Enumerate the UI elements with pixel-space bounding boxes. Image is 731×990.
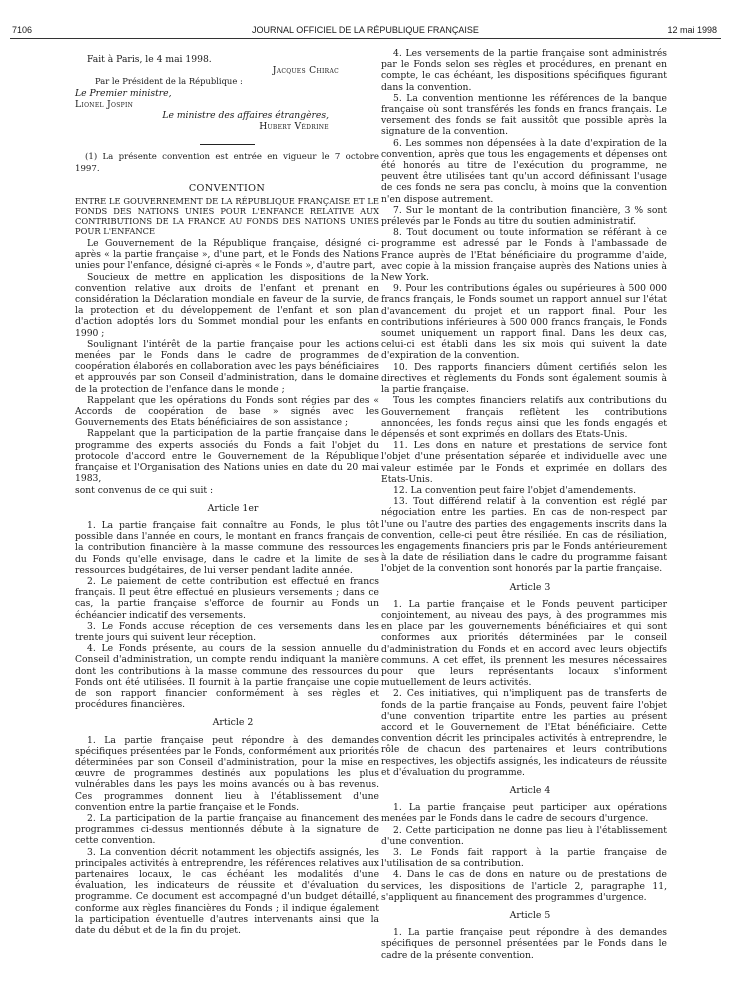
article-3-title: Article 3 bbox=[509, 581, 551, 593]
article-4-title: Article 4 bbox=[509, 785, 551, 796]
convention-intro: ENTRE LE GOUVERNEMENT DE LA RÉPUBLIQUE FRANÇAISE ET LE FONDS DES NATIONS UNIES POUR L'ENFANCE RELATIVE AUX CONTRIBUTIONS DE LA FRANCE AU FONDS DES NATIONS UNIES POUR L'ENFANCE bbox=[75, 196, 379, 237]
article-paragraph: 9. Pour les contributions égales ou supérieures à 500 000 francs français, le Fonds soumet un rapport annuel sur l'état d'avancement du projet et un rapport final. Pour les contributions inférieures à 500 000 francs français, le Fonds soumet uniquement un rapport final. Dans les deux cas, celui-ci est établi dans les six mois qui suivent la date d'expiration de la convention. bbox=[381, 283, 667, 362]
left-column bbox=[75, 48, 379, 936]
convention-title: CONVENTION bbox=[188, 182, 266, 194]
fa-name: Hubert Védrine bbox=[259, 121, 329, 133]
article-paragraph: 13. Tout différend relatif à la convention est réglé par négociation entre les parties. En cas de non-respect par l'une ou l'autre des parties des engagements inscrits dans la convention, celle-ci peut être résiliée. En cas de résiliation, les engagements financiers pris par le Fonds antérieurement à la date de résiliation dans le cadre du programme faisant l'objet de la convention sont honorés par la partie française. bbox=[381, 496, 667, 575]
article-paragraph: 11. Les dons en nature et prestations de service font l'objet d'une présentation séparée et individuelle avec une valeur estimée par le Fonds et exprimée en dollars des Etats-Unis. bbox=[381, 440, 667, 485]
article-paragraph: 3. La convention décrit notamment les objectifs assignés, les principales activités à entreprendre, les références relatives aux partenaires locaux, le cas échéant les modalités d'une évaluation, les indicateurs de réussite et d'évaluation du programme. Ce document est accompagné d'un budget détaillé, conforme aux règles financières du Fonds ; il indique également la participation éventuelle d'autres intervenants ainsi que la date du début et de la fin du projet. bbox=[75, 846, 379, 937]
article-5-title: Article 5 bbox=[509, 910, 551, 922]
article-paragraph: 12. La convention peut faire l'objet d'amendements. bbox=[393, 484, 637, 496]
agreed-line: sont convenus de ce qui suit : bbox=[75, 484, 214, 496]
preamble-paragraph: Soulignant l'intérêt de la partie française pour les actions menées par le Fonds dans le cadre de programmes de coopération élaborés en collaboration avec les pays bénéficiaires et approuvés par son Conseil d'administration, dans le domaine de la protection de l'enfance dans le monde ; bbox=[75, 338, 379, 395]
preamble-paragraph: Rappelant que les opérations du Fonds sont régies par des « Accords de coopération de base » signés avec les Gouvernements des Etats bénéficiaires de son assistance ; bbox=[75, 394, 379, 429]
article-paragraph: 4. Les versements de la partie française sont administrés par le Fonds selon ses règles et procédures, en prenant en compte, le cas échéant, les dispositions spécifiques figurant dans la convention. bbox=[381, 48, 667, 93]
article-paragraph: 3. Le Fonds fait rapport à la partie française de l'utilisation de sa contribution. bbox=[381, 847, 667, 870]
preamble-paragraph: Soucieux de mettre en application les dispositions de la convention relative aux droits de l'enfant et prenant en considération la Déclaration mondiale en faveur de la survie, de la protection et du développement de l'enfant et son plan d'action adoptés lors du Sommet mondial pour les enfants en 1990 ; bbox=[75, 271, 379, 339]
right-column bbox=[381, 48, 667, 961]
article-paragraph: 5. La convention mentionne les références de la banque française où sont transférés les fonds en francs français. Le versement des fonds se fait aussitôt que possible après la signature de la convention. bbox=[381, 92, 667, 138]
president-name: Jacques Chirac bbox=[272, 65, 339, 77]
issue-date: 12 mai 1998 bbox=[667, 25, 717, 35]
header-rule bbox=[10, 38, 721, 39]
article-paragraph: 1. La partie française et le Fonds peuvent participer conjointement, au niveau des pays, à des programmes mis en place par les gouvernements bénéficiaires et qui sont conformes aux priorités déterminées par le conseil d'administration du Fonds et en accord avec leurs objectifs communs. A cet effet, ils prennent les mesures nécessaires pour que leurs représentants locaux s'informent mutuellement de leurs activités. bbox=[381, 598, 667, 689]
article-paragraph: 2. Le paiement de cette contribution est effectué en francs français. Il peut être effectué en plusieurs versements ; dans ce cas, la partie française s'efforce de fournir au Fonds un échéancier indicatif des versements. bbox=[75, 575, 379, 621]
page-number: 7106 bbox=[12, 25, 33, 35]
article-paragraph: 2. Ces initiatives, qui n'impliquent pas de transferts de fonds de la partie française au Fonds, peuvent faire l'objet d'une convention tripartite entre les parties au présent accord et le Gouvernement de l'Etat bénéficiaire. Cette convention décrit les principales activités à entreprendre, le rôle de chacun des partenaires et leurs contributions respectives, les objectifs assignés, les indicateurs de réussite et d'évaluation du programme. bbox=[381, 688, 667, 778]
article-paragraph: 4. Dans le cas de dons en nature ou de prestations de services, les dispositions de l'article 2, paragraphe 11, s'appliquent au financement des programmes d'urgence. bbox=[381, 869, 667, 903]
article-paragraph: 1. La partie française peut répondre à des demandes spécifiques de personnel présentées par le Fonds dans le cadre de la présente convention. bbox=[381, 927, 667, 961]
pm-name: Lionel Jospin bbox=[75, 98, 134, 110]
article-paragraph: 1. La partie française peut participer aux opérations menées par le Fonds dans le cadre de secours d'urgence. bbox=[381, 802, 667, 825]
pm-title: Le Premier ministre, bbox=[75, 87, 172, 99]
place-date: Fait à Paris, le 4 mai 1998. bbox=[87, 54, 212, 65]
article-paragraph: 10. Des rapports financiers dûment certifiés selon les directives et règlements du Fonds sont également soumis à la partie française. bbox=[381, 361, 667, 396]
separator-line bbox=[200, 144, 255, 145]
article-paragraph: 3. Le Fonds accuse réception de ces versements dans les trente jours qui suivent leur réception. bbox=[75, 620, 379, 643]
by-president: Par le Président de la République : bbox=[95, 76, 243, 87]
preamble-paragraph: Rappelant que la participation de la partie française dans le programme des experts associés du Fonds a fait l'objet du protocole d'accord entre le Gouvernement de la République française et l'Organisation des Nations unies en date du 20 mai 1983, bbox=[75, 428, 379, 485]
article-paragraph: 2. Cette participation ne donne pas lieu à l'établissement d'une convention. bbox=[381, 824, 667, 847]
article-paragraph: 7. Sur le montant de la contribution financière, 3 % sont prélevés par le Fonds au titre du soutien administratif. bbox=[381, 204, 667, 228]
article-paragraph: 4. Le Fonds présente, au cours de la session annuelle du Conseil d'administration, un compte rendu indiquant la manière dont les contributions à la masse commune des ressources du Fonds ont été utilisées. Il fournit à la partie française une copie de son rapport financier conformément à ses règles et procédures financières. bbox=[75, 643, 379, 711]
article-paragraph: Tous les comptes financiers relatifs aux contributions du Gouvernement français reflètent les contributions annoncées, les fonds reçus ainsi que les fonds engagés et dépensés et sont exprimés en dollars des Etats-Unis. bbox=[381, 395, 667, 440]
fa-title: Le ministre des affaires étrangères, bbox=[162, 110, 329, 122]
article-2-title: Article 2 bbox=[212, 717, 254, 729]
article-paragraph: 1. La partie française peut répondre à des demandes spécifiques présentées par le Fonds, conformément aux priorités déterminées par son Conseil d'administration, pour la mise en œuvre de programmes destinés aux populations les plus vulnérables dans les pays les moins avancés ou à bas revenus. Ces programmes donnent lieu à l'établissement d'une convention entre la partie française et le Fonds. bbox=[75, 734, 379, 813]
page-header bbox=[0, 0, 731, 40]
footnote: (1) La présente convention est entrée en vigueur le 7 octobre 1997. bbox=[75, 152, 379, 174]
article-paragraph: 6. Les sommes non dépensées à la date d'expiration de la convention, après que tous les engagements et dépenses ont été honorés au titre de l'exécution du programme, ne peuvent être utilisées tant qu'un accord définissant l'usage de ces fonds ne sera pas conclu, à moins que la convention n'en dispose autrement. bbox=[381, 137, 667, 205]
article-paragraph: 2. La participation de la partie française au financement des programmes ci-dessus mentionnés débute à la signature de cette convention. bbox=[75, 812, 379, 847]
journal-title: JOURNAL OFFICIEL DE LA RÉPUBLIQUE FRANÇAISE bbox=[252, 25, 479, 35]
article-1-title: Article 1er bbox=[207, 502, 259, 514]
preamble-paragraph: Le Gouvernement de la République française, désigné ci-après « la partie française », d'une part, et le Fonds des Nations unies pour l'enfance, désigné ci-après « le Fonds », d'autre part, bbox=[75, 238, 379, 272]
article-paragraph: 8. Tout document ou toute information se référant à ce programme est adressé par le Fonds à l'ambassade de France auprès de l'Etat bénéficiaire du programme d'aide, avec copie à la mission française auprès des Nations unies à New York. bbox=[381, 227, 667, 284]
article-paragraph: 1. La partie française fait connaître au Fonds, le plus tôt possible dans l'année en cours, le montant en francs français de la contribution financière à la masse commune des ressources du Fonds qu'elle envisage, dans le cadre et la limite de ses ressources budgétaires, de lui verser pendant ladite année. bbox=[75, 519, 379, 576]
